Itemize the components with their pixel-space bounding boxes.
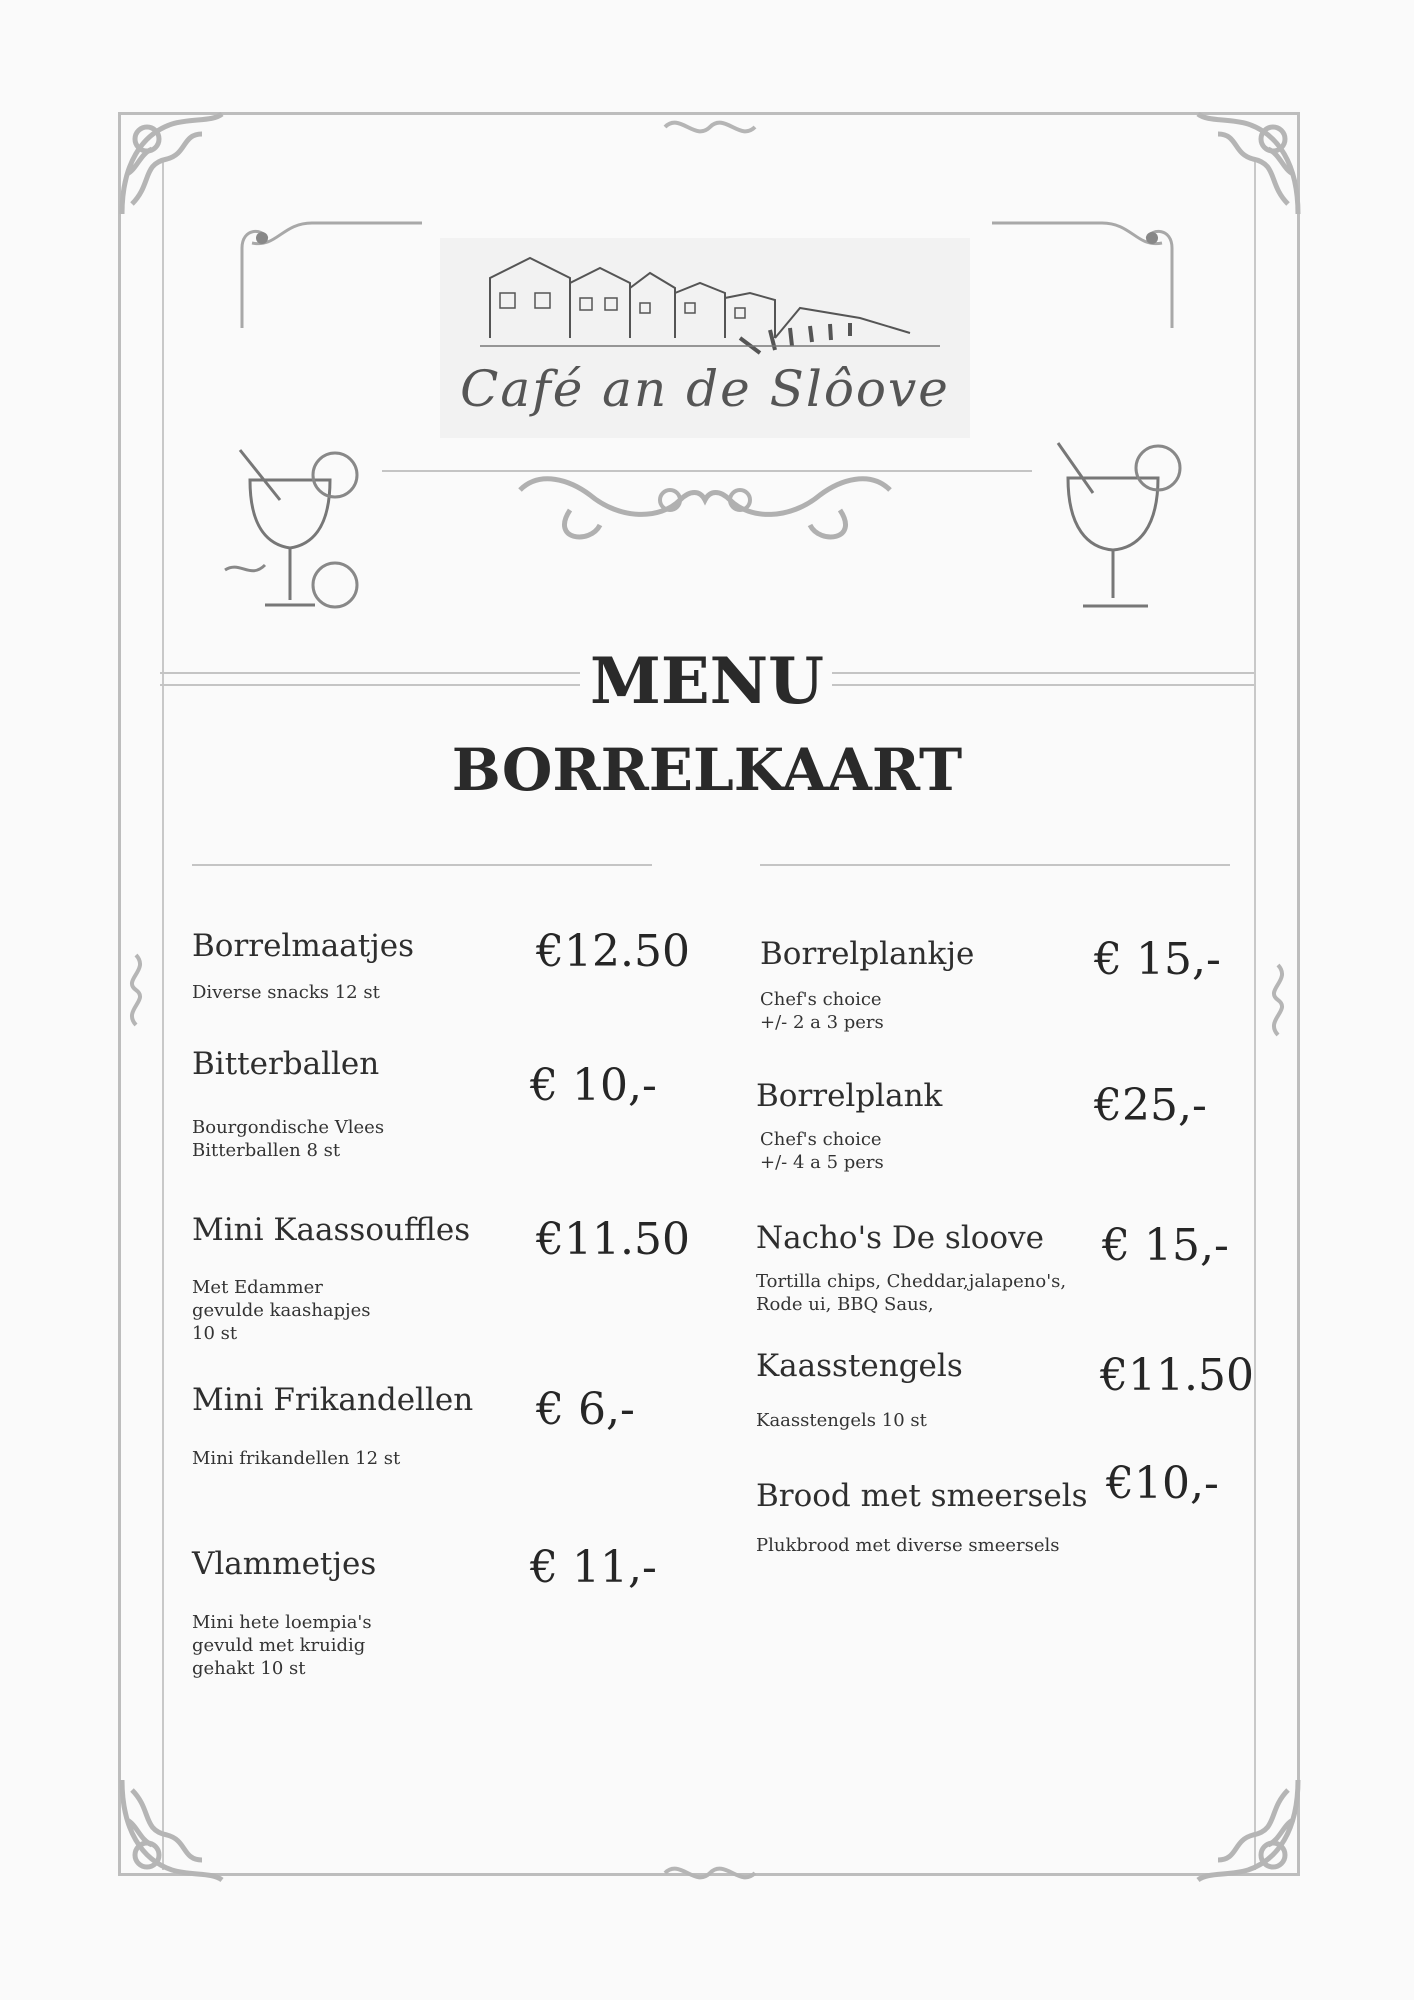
top-scroll-ornament	[660, 112, 760, 142]
menu-item-desc: Diverse snacks 12 st	[192, 982, 380, 1003]
logo-text: Café an de Slôove	[460, 360, 950, 418]
menu-item-desc: Mini frikandellen 12 st	[192, 1448, 401, 1469]
column-rule-left	[192, 864, 652, 866]
menu-item-price: €11.50	[1100, 1350, 1254, 1401]
menu-item-price: €11.50	[536, 1214, 690, 1265]
column-rule-right	[760, 864, 1230, 866]
menu-item-desc: Plukbrood met diverse smeersels	[756, 1535, 1060, 1556]
menu-item-desc: Bourgondische Vlees Bitterballen 8 st	[192, 1117, 385, 1161]
menu-item-name: Kaasstengels	[756, 1348, 963, 1384]
right-side-ornament	[1262, 960, 1294, 1040]
menu-item-price: € 15,-	[1102, 1220, 1229, 1271]
menu-item-desc: Mini hete loempia's gevuld met kruidig gehakt 10 st	[192, 1612, 372, 1679]
corner-ornament-top-right	[1188, 104, 1308, 224]
menu-item-name: Nacho's De sloove	[756, 1220, 1044, 1256]
menu-item-price: € 11,-	[530, 1542, 657, 1593]
menu-item-price: €10,-	[1106, 1458, 1219, 1509]
menu-item-desc: Kaasstengels 10 st	[756, 1410, 927, 1431]
menu-item-desc: Chef's choice +/- 2 a 3 pers	[760, 989, 884, 1033]
menu-item-name: Bitterballen	[192, 1046, 380, 1082]
cafe-logo	[440, 238, 970, 438]
menu-item-price: € 10,-	[530, 1060, 657, 1111]
bottom-scroll-ornament	[660, 1858, 760, 1888]
corner-ornament-top-left	[112, 104, 232, 224]
menu-item-name: Brood met smeersels	[756, 1478, 1088, 1514]
menu-title: MENU	[590, 644, 824, 719]
menu-item-name: Vlammetjes	[192, 1546, 377, 1582]
menu-item-name: Borrelmaatjes	[192, 928, 415, 964]
corner-ornament-bottom-right	[1188, 1770, 1308, 1890]
menu-item-name: Mini Kaassouffles	[192, 1212, 471, 1248]
menu-item-desc: Tortilla chips, Cheddar,jalapeno's, Rode ui, BBQ Saus,	[756, 1271, 1067, 1315]
corner-ornament-bottom-left	[112, 1770, 232, 1890]
cocktail-glass-right-icon	[1048, 438, 1198, 618]
menu-item-price: € 6,-	[536, 1384, 635, 1435]
menu-item-name: Borrelplank	[756, 1078, 943, 1114]
menu-item-price: € 15,-	[1094, 934, 1221, 985]
menu-item-desc: Met Edammer gevulde kaashapjes 10 st	[192, 1277, 371, 1344]
borrelkaart-subtitle: BORRELKAART	[451, 736, 963, 804]
menu-item-desc: Chef's choice +/- 4 a 5 pers	[760, 1129, 884, 1173]
menu-item-name: Mini Frikandellen	[192, 1382, 474, 1418]
logo-flourish-right	[992, 208, 1192, 328]
logo-flourish-left	[222, 208, 422, 328]
cocktail-glass-left-icon	[220, 440, 370, 620]
menu-item-price: €25,-	[1094, 1080, 1207, 1131]
center-flourish-ornament	[510, 470, 900, 550]
left-side-ornament	[120, 950, 152, 1030]
menu-item-price: €12.50	[536, 926, 690, 977]
menu-item-name: Borrelplankje	[760, 936, 975, 972]
